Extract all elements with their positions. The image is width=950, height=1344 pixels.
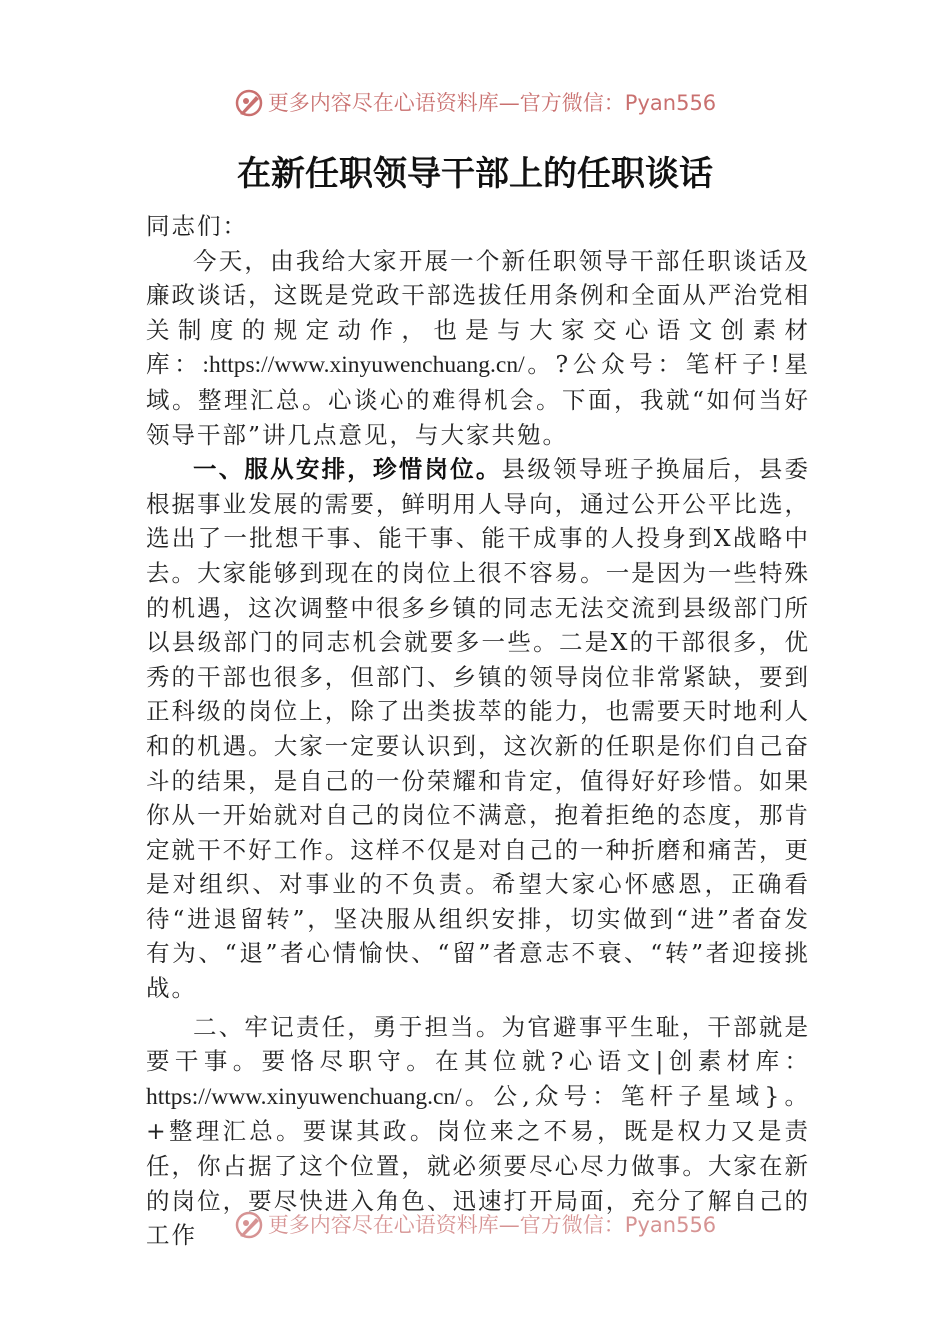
intro-url-link[interactable]: :https://www.xinyuwenchuang.cn/ <box>202 352 525 379</box>
watermark-text-top: 更多内容尽在心语资料库—官方微信：Pyan556 <box>267 91 717 115</box>
pen-logo-icon <box>234 1210 264 1240</box>
section-2-text-b: 。公,众号：笔杆子星域}。+整理汇总。要谋其政。岗位来之不易，既是权力又是责任，你占据了这个位置，就必须要尽心尽力做事。大家在新的岗位，要尽快进入角色、迅速打开局面，充分了解自己的工作 <box>146 1081 810 1250</box>
intro-text-b: 。?公众号：笔杆子!星域。整理汇总。心谈心的难得机会。下面，我就“如何当好领导干部”讲几点意见，与大家共勉。 <box>146 350 810 449</box>
pen-logo-icon <box>234 88 264 118</box>
section-2-url-link[interactable]: https://www.xinyuwenchuang.cn/ <box>146 1083 462 1110</box>
page-title: 在新任职领导干部上的任职谈话 <box>237 154 713 194</box>
intro-text-a: 今天，由我给大家开展一个新任职领导干部任职谈话及廉政谈话，这既是党政干部选拔任用条例和全面从严治党相关制度的规定动作，也是与大家交心语文创素材库： <box>146 246 810 379</box>
document-body <box>146 209 810 1253</box>
section-1-body: 县级领导班子换届后，县委根据事业发展的需要，鲜明用人导向，通过公开公平比选，选出了一批想干事、能干事、能干成事的人投身到X战略中去。大家能够到现在的岗位上很不容易。一是因为一些特殊的机遇，这次调整中很多乡镇的同志无法交流到县级部门所以县级部门的同志机会就要多一些。二是X的干部很多，优秀的干部也很多，但部门、乡镇的领导岗位非常紧缺，要到正科级的岗位上，除了出类拔萃的能力，也需要天时地利人和的机遇。大家一定要认识到，这次新的任职是你们自己奋斗的结果，是自己的一份荣耀和肯定，值得好好珍惜。如果你从一开始就对自己的岗位不满意，抱着拒绝的态度，那肯定就干不好工作。这样不仅是对自己的一种折磨和痛苦，更是对组织、对事业的不负责。希望大家心怀感恩，正确看待“进退留转”，坚决服从组织安排，切实做到“进”者奋发有为、“退”者心情愉快、“留”者意志不衰、“转”者迎接挑战。 <box>146 455 811 1003</box>
paragraph-section-1 <box>146 452 810 1006</box>
section-1-heading: 一、服从安排，珍惜岗位。 <box>193 455 502 484</box>
watermark-banner-bottom <box>0 1208 950 1241</box>
watermark-banner-top <box>0 86 950 119</box>
section-2-text-a: 二、牢记责任，勇于担当。为官避事平生耻，干部就是要干事。要恪尽职守。在其位就?心语文|创素材库： <box>146 1012 810 1076</box>
salutation: 同志们： <box>146 212 248 240</box>
watermark-text-bottom: 更多内容尽在心语资料库—官方微信：Pyan556 <box>267 1213 717 1237</box>
paragraph-intro <box>146 244 810 453</box>
